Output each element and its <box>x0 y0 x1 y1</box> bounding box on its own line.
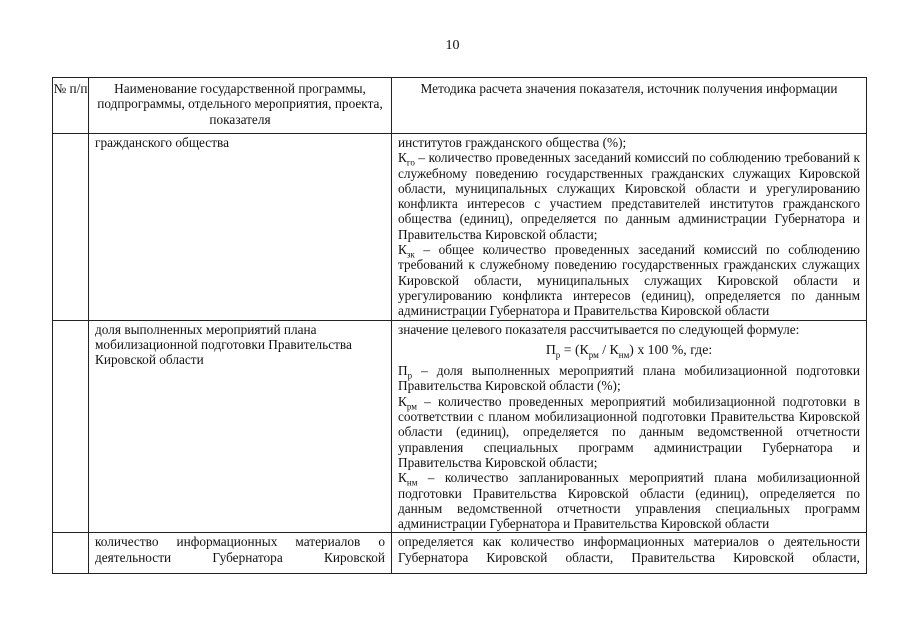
table-header-row <box>53 78 867 134</box>
header-method: Методика расчета значения показателя, источник получения информации <box>392 78 867 134</box>
table-row <box>53 134 867 321</box>
table-row <box>53 533 867 574</box>
method-paragraph: $К_{нм}$ – количество запланированных мероприятий плана мобилизационной подготовки Правительства Кировской области (единиц), определяется по данным ведомственной отчетности управления специальных программ администрации Губернатора и Правительства Кировской области <box>398 470 860 532</box>
row-num <box>53 533 89 574</box>
indicator-table <box>52 77 867 574</box>
row-method <box>392 134 867 321</box>
row-method-text <box>392 134 866 320</box>
row-method <box>392 533 867 574</box>
row-method-text: определяется как количество информационных материалов о деятельности Губернатора Кировской области, Правительства Кировской области, <box>398 534 860 565</box>
row-name-text: гражданского общества <box>95 135 230 150</box>
method-paragraph: $К_{рм}$ – количество проведенных мероприятий мобилизационной подготовки в соответствии с планом мобилизационной подготовки Правительства Кировской области (единиц), определяется по данным ведомственной отчетности управления специальных программ администрации Губернатора и Правительства Кировской области; <box>398 393 860 470</box>
table-row <box>53 320 867 533</box>
header-num: № п/п <box>53 78 89 134</box>
method-paragraph: $К_{зк}$ – общее количество проведенных заседаний комиссий по соблюдению требований к служебному поведению государственных гражданских служащих Кировской области, муниципальных служащих Кировской области и урегулированию конфликта интересов (единиц), определяется по данным администрации Губернатора и Правительства Кировской области <box>398 242 860 319</box>
row-num <box>53 134 89 321</box>
page-number: 10 <box>445 38 460 53</box>
row-method-text <box>392 321 866 533</box>
row-name <box>89 134 392 321</box>
row-name <box>89 533 392 574</box>
row-name <box>89 320 392 533</box>
method-paragraph: $П_р$ – доля выполненных мероприятий плана мобилизационной подготовки Правительства Кировской области (%); <box>398 363 860 394</box>
row-num <box>53 320 89 533</box>
formula: $П_р = (К_{рм} / К_{нм})$ x 100 %, где: <box>545 341 713 360</box>
method-intro: значение целевого показателя рассчитывается по следующей формуле: <box>398 321 800 337</box>
row-name-text: доля выполненных мероприятий плана мобилизационной подготовки Правительства Кировской области <box>95 321 352 368</box>
method-paragraph: институтов гражданского общества (%); <box>398 135 627 150</box>
row-name-text: количество информационных материалов о деятельности Губернатора Кировской <box>95 534 385 565</box>
method-paragraph: $К_{го}$ – количество проведенных заседаний комиссий по соблюдению требований к служебному поведению государственных гражданских служащих Кировской области, муниципальных служащих Кировской области и урегулированию конфликта интересов с участием представителей институтов гражданского общества (единиц), определяется по данным администрации Губернатора и Правительства Кировской области; <box>398 150 860 242</box>
row-method <box>392 320 867 533</box>
header-name: Наименование государственной программы, подпрограммы, отдельного мероприятия, проекта, показателя <box>89 78 392 134</box>
